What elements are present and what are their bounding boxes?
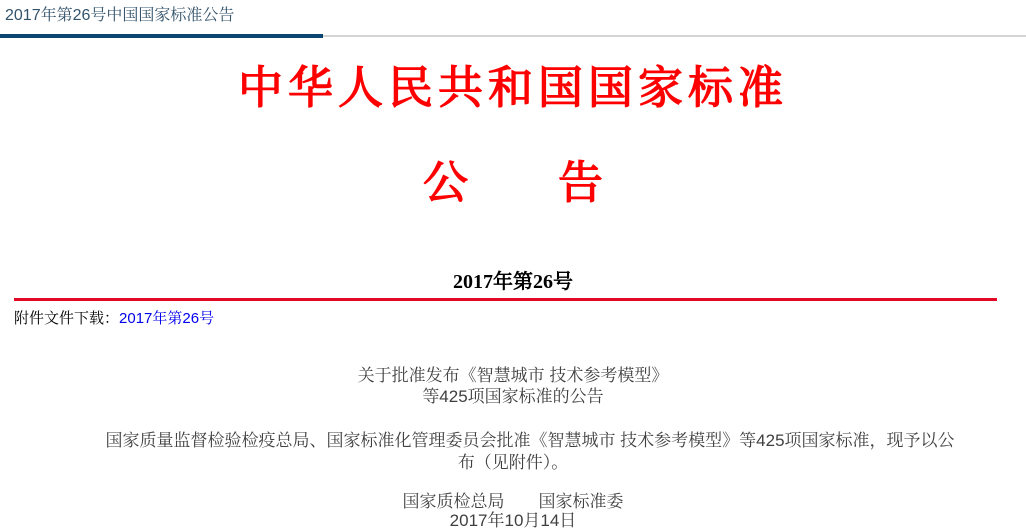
tab-announcement-title[interactable]: 2017年第26号中国国家标准公告 (5, 7, 235, 24)
notice-body-paragraph (0, 430, 1026, 474)
issue-number-heading: 2017年第26号 (453, 271, 573, 293)
issue-date: 2017年10月14日 (449, 511, 577, 530)
notice-subject-line-2: 等425项国家标准的公告 (422, 387, 604, 406)
notice-body-line-2: 布（见附件）。 (457, 453, 569, 472)
page-tab-bar (0, 0, 1026, 38)
attachment-download-label: 附件文件下载： (14, 310, 120, 327)
national-standard-banner-title: 中华人民共和国国家标准 (237, 63, 788, 113)
red-divider-rule (14, 298, 997, 301)
tab-active-underline (0, 34, 323, 38)
attachment-download-link[interactable]: 2017年第26号 (119, 310, 215, 327)
attachment-download-line (14, 309, 1026, 329)
notice-subject-heading (0, 365, 1026, 407)
issuing-agencies-signature: 国家质检总局 国家标准委 (402, 492, 624, 511)
announcement-banner-subtitle: 公 告 (422, 158, 603, 208)
notice-subject-line-1: 关于批准发布《智慧城市 技术参考模型》 (357, 366, 669, 385)
notice-body-line-1: 国家质量监督检验检疫总局、国家标准化管理委员会批准《智慧城市 技术参考模型》等425项国家标准，现予以公 (71, 431, 955, 450)
